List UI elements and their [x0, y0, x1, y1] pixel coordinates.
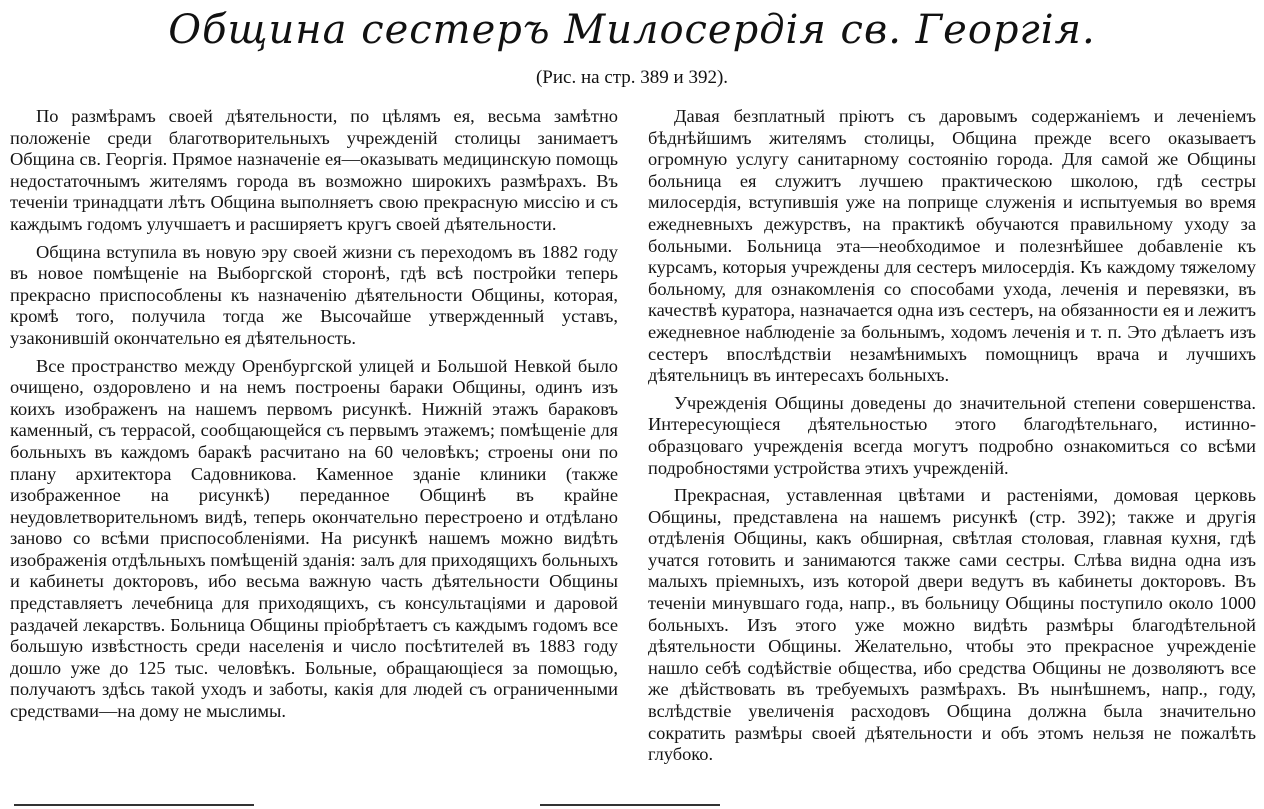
right-paragraph-3: Прекрасная, уставленная цвѣтами и растеніями, домовая церковь Общины, представлена на нашемъ рисункѣ (стр. 392); также и другія отдѣленія Общины, какъ обширная, свѣтлая столовая, главная кухня, гдѣ учатся готовить и занимаются также сами сестры. Слѣва видна одна изъ малыхъ пріемныхъ, изъ которой двери ведутъ въ кабинеты докторовъ. Въ теченіи минувшаго года, напр., въ больницу Общины поступило около 1000 больныхъ. Изъ этого уже можно видѣть размѣры благодѣтельной дѣятельности Общины. Желательно, чтобы это прекрасное учрежденіе нашло себѣ содѣйствіе общества, ибо средства Общины не дозволяютъ все же дѣйствовать въ требуемыхъ размѣрахъ. Въ нынѣшнемъ, напр., году, вслѣдствіе увеличенія расходовъ Община должна была значительно сократить размѣры своей дѣятельности и объ этомъ нельзя не пожалѣть глубоко.	[648, 485, 1256, 765]
right-paragraph-2: Учрежденія Общины доведены до значительной степени совершенства. Интересующіеся дѣятельностью этого благодѣтельнаго, истинно-образцоваго учрежденія всегда могутъ подробно ознакомиться со всѣми подробностями устройства этихъ учрежденій.	[648, 392, 1256, 478]
article-title: Община сестеръ Милосердія св. Георгія.	[168, 7, 1096, 53]
left-paragraph-3: Все пространство между Оренбургской улицей и Большой Невкой было очищено, оздоровлено и на немъ построены бараки Общины, одинъ изъ коихъ изображенъ на нашемъ первомъ рисункѣ. Нижній этажъ бараковъ каменный, съ террасой, сообщающейся съ первымъ этажемъ; помѣщеніе для больныхъ въ каждомъ баракѣ расчитано на 60 человѣкъ; строены они по плану архитектора Садовникова. Каменное зданіе клиники (также изображенное на рисункѣ) переданное Общинѣ въ крайне неудовлетворительномъ видѣ, теперь окончательно перестроено и отдѣлано заново со всѣми приспособленіями. На рисункѣ нашемъ можно видѣть изображенія отдѣльныхъ помѣщеній зданія: залъ для приходящихъ больныхъ и кабинеты докторовъ, ибо весьма важную часть дѣятельности Общины представляетъ лечебница для приходящихъ, съ консультаціями и даровой раздачей лекарствъ. Больница Общины пріобрѣтаетъ съ каждымъ годомъ все большую извѣстность среди населенія и число посѣтителей въ 1883 году дошло уже до 125 тыс. человѣкъ. Больные, обращающіеся за помощью, получаютъ здѣсь такой уходъ и заботы, какія для людей съ ограниченными средствами—на дому не мыслимы.	[10, 355, 618, 722]
left-column	[10, 106, 618, 729]
left-paragraph-2: Община вступила въ новую эру своей жизни съ переходомъ въ 1882 году въ новое помѣщеніе на Выборгской сторонѣ, гдѣ всѣ постройки теперь прекрасно приспособлены къ назначенію дѣятельности Общины, которая, кромѣ того, получила тогда же Высочайше утвержденный уставъ, узаконившій окончательно ея дѣятельность.	[10, 241, 618, 348]
right-paragraph-1: Давая безплатный пріютъ съ даровымъ содержаніемъ и леченіемъ бѣднѣйшимъ жителямъ столицы, Община прежде всего оказываетъ огромную услугу санитарному состоянію города. Для самой же Общины больница ея служитъ лучшею практическою школою, гдѣ сестры милосердія, вступившія уже на поприще служенія и испытуемыя во время ежедневныхъ дежурствъ, на практикѣ обучаются правильному уходу за больными. Больница эта—необходимое и полезнѣйшее добавленіе къ курсамъ, которыя учреждены для сестеръ милосердія. Къ каждому тяжелому больному, для ознакомленія со способами ухода, леченія и перевязки, въ качествѣ куратора, назначается одна изъ сестеръ, на обязанности ея и лежитъ ежедневное наблюденіе за больнымъ, ходомъ леченія и т. п. Это дѣлаетъ изъ сестеръ впослѣдствіи незамѣнимыхъ помощницъ врача и лучшихъ дѣятельницъ въ интересахъ больныхъ.	[648, 106, 1256, 386]
bottom-rule-right	[540, 804, 720, 806]
article-subtitle: (Рис. на стр. 389 и 392).	[535, 67, 729, 88]
left-paragraph-1: По размѣрамъ своей дѣятельности, по цѣлямъ ея, весьма замѣтно положеніе среди благотворительныхъ учрежденій столицы занимаетъ Община св. Георгія. Прямое назначеніе ея—оказывать медицинскую помощь недостаточнымъ жителямъ города въ возможно широкихъ размѣрахъ. Въ теченіи тринадцати лѣтъ Община выполняетъ свою прекрасную миссію и съ каждымъ годомъ улучшаетъ и расширяетъ кругъ своей дѣятельности.	[10, 106, 618, 234]
bottom-rule-left	[14, 804, 254, 806]
right-column	[648, 106, 1256, 772]
